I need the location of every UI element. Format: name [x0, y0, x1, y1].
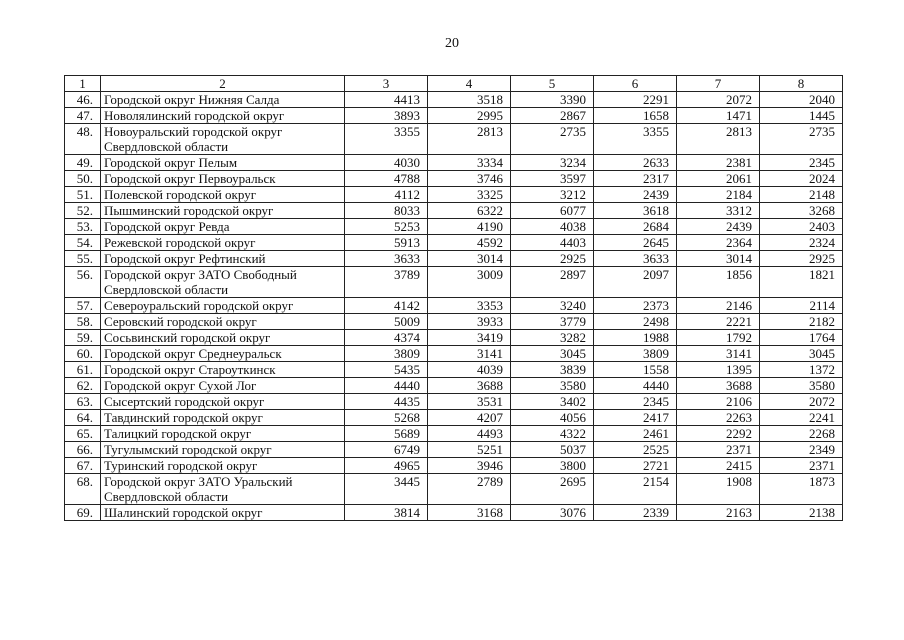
municipality-name-cell: Городской округ Нижняя Салда [101, 92, 345, 108]
page-number: 20 [445, 36, 459, 51]
header-cell: 1 [65, 76, 101, 92]
row-number-cell: 51. [65, 187, 101, 203]
table-row [65, 235, 843, 251]
value-cell-col3: 3789 [345, 267, 428, 298]
table-row [65, 298, 843, 314]
value-cell-col7: 3014 [677, 251, 760, 267]
value-cell-col3: 4030 [345, 155, 428, 171]
value-cell-col4: 3933 [428, 314, 511, 330]
value-cell-col7: 1908 [677, 474, 760, 505]
row-number-cell: 48. [65, 124, 101, 155]
municipality-name-cell: Городской округ Пелым [101, 155, 345, 171]
value-cell-col7: 2371 [677, 442, 760, 458]
value-cell-col4: 3325 [428, 187, 511, 203]
value-cell-col6: 1658 [594, 108, 677, 124]
municipality-name-cell: Городской округ Среднеуральск [101, 346, 345, 362]
municipality-name-cell: Серовский городской округ [101, 314, 345, 330]
value-cell-col3: 4142 [345, 298, 428, 314]
value-cell-col6: 2633 [594, 155, 677, 171]
table-row [65, 474, 843, 505]
table-row [65, 458, 843, 474]
row-number-cell: 61. [65, 362, 101, 378]
header-cell: 7 [677, 76, 760, 92]
value-cell-col5: 2867 [511, 108, 594, 124]
value-cell-col8: 1372 [760, 362, 843, 378]
municipality-name-cell: Североуральский городской округ [101, 298, 345, 314]
value-cell-col8: 2114 [760, 298, 843, 314]
value-cell-col6: 1558 [594, 362, 677, 378]
row-number-cell: 66. [65, 442, 101, 458]
value-cell-col7: 2221 [677, 314, 760, 330]
value-cell-col7: 1395 [677, 362, 760, 378]
row-number-cell: 63. [65, 394, 101, 410]
value-cell-col8: 1821 [760, 267, 843, 298]
value-cell-col3: 3445 [345, 474, 428, 505]
value-cell-col8: 1764 [760, 330, 843, 346]
value-cell-col4: 3746 [428, 171, 511, 187]
municipality-name-cell: Новоуральский городской округ Свердловской области [101, 124, 345, 155]
table-row [65, 219, 843, 235]
value-cell-col8: 3045 [760, 346, 843, 362]
table-header-row [65, 76, 843, 92]
row-number-cell: 68. [65, 474, 101, 505]
value-cell-col5: 2735 [511, 124, 594, 155]
value-cell-col3: 3809 [345, 346, 428, 362]
value-cell-col7: 2292 [677, 426, 760, 442]
value-cell-col7: 2263 [677, 410, 760, 426]
value-cell-col5: 4403 [511, 235, 594, 251]
value-cell-col6: 4440 [594, 378, 677, 394]
value-cell-col3: 4413 [345, 92, 428, 108]
municipality-name-cell: Талицкий городской округ [101, 426, 345, 442]
municipality-name-cell: Тавдинский городской округ [101, 410, 345, 426]
table-row [65, 362, 843, 378]
value-cell-col6: 2721 [594, 458, 677, 474]
table-row [65, 267, 843, 298]
value-cell-col3: 4435 [345, 394, 428, 410]
value-cell-col6: 2097 [594, 267, 677, 298]
value-cell-col8: 3268 [760, 203, 843, 219]
value-cell-col4: 4207 [428, 410, 511, 426]
row-number-cell: 69. [65, 505, 101, 521]
row-number-cell: 59. [65, 330, 101, 346]
municipality-name-cell: Новолялинский городской округ [101, 108, 345, 124]
value-cell-col7: 2364 [677, 235, 760, 251]
municipality-name-cell: Туринский городской округ [101, 458, 345, 474]
value-cell-col7: 2439 [677, 219, 760, 235]
value-cell-col4: 4190 [428, 219, 511, 235]
municipality-name-cell: Сосьвинский городской округ [101, 330, 345, 346]
table-row [65, 203, 843, 219]
value-cell-col6: 2525 [594, 442, 677, 458]
municipality-name-cell: Городской округ Сухой Лог [101, 378, 345, 394]
value-cell-col8: 2241 [760, 410, 843, 426]
table-row [65, 171, 843, 187]
value-cell-col5: 3240 [511, 298, 594, 314]
value-cell-col3: 3814 [345, 505, 428, 521]
municipality-name-cell: Городской округ Староуткинск [101, 362, 345, 378]
row-number-cell: 58. [65, 314, 101, 330]
value-cell-col3: 5009 [345, 314, 428, 330]
value-cell-col5: 3076 [511, 505, 594, 521]
table-row [65, 330, 843, 346]
value-cell-col5: 4056 [511, 410, 594, 426]
value-cell-col3: 5913 [345, 235, 428, 251]
value-cell-col7: 2163 [677, 505, 760, 521]
value-cell-col3: 4112 [345, 187, 428, 203]
municipality-name-cell: Городской округ Первоуральск [101, 171, 345, 187]
value-cell-col4: 4039 [428, 362, 511, 378]
value-cell-col3: 4374 [345, 330, 428, 346]
value-cell-col5: 3779 [511, 314, 594, 330]
value-cell-col4: 5251 [428, 442, 511, 458]
row-number-cell: 52. [65, 203, 101, 219]
value-cell-col3: 4788 [345, 171, 428, 187]
value-cell-col4: 3419 [428, 330, 511, 346]
value-cell-col5: 3402 [511, 394, 594, 410]
value-cell-col5: 3580 [511, 378, 594, 394]
value-cell-col8: 2403 [760, 219, 843, 235]
value-cell-col6: 2317 [594, 171, 677, 187]
table-row [65, 378, 843, 394]
value-cell-col6: 2345 [594, 394, 677, 410]
value-cell-col8: 2735 [760, 124, 843, 155]
row-number-cell: 50. [65, 171, 101, 187]
row-number-cell: 56. [65, 267, 101, 298]
value-cell-col5: 3234 [511, 155, 594, 171]
value-cell-col4: 3946 [428, 458, 511, 474]
row-number-cell: 60. [65, 346, 101, 362]
value-cell-col7: 3312 [677, 203, 760, 219]
value-cell-col8: 2148 [760, 187, 843, 203]
municipality-name-cell: Тугулымский городской округ [101, 442, 345, 458]
value-cell-col6: 2373 [594, 298, 677, 314]
value-cell-col8: 2182 [760, 314, 843, 330]
value-cell-col6: 2645 [594, 235, 677, 251]
value-cell-col3: 4965 [345, 458, 428, 474]
value-cell-col3: 5268 [345, 410, 428, 426]
value-cell-col8: 2345 [760, 155, 843, 171]
value-cell-col4: 2789 [428, 474, 511, 505]
value-cell-col4: 2995 [428, 108, 511, 124]
value-cell-col7: 1792 [677, 330, 760, 346]
value-cell-col6: 3809 [594, 346, 677, 362]
header-cell: 6 [594, 76, 677, 92]
value-cell-col6: 2684 [594, 219, 677, 235]
value-cell-col3: 4440 [345, 378, 428, 394]
value-cell-col4: 3334 [428, 155, 511, 171]
table-row [65, 187, 843, 203]
value-cell-col7: 2184 [677, 187, 760, 203]
row-number-cell: 64. [65, 410, 101, 426]
value-cell-col4: 3168 [428, 505, 511, 521]
value-cell-col7: 2061 [677, 171, 760, 187]
value-cell-col5: 2897 [511, 267, 594, 298]
value-cell-col5: 3282 [511, 330, 594, 346]
row-number-cell: 62. [65, 378, 101, 394]
table-row [65, 426, 843, 442]
data-table [64, 75, 843, 521]
value-cell-col3: 5435 [345, 362, 428, 378]
value-cell-col8: 1445 [760, 108, 843, 124]
row-number-cell: 49. [65, 155, 101, 171]
value-cell-col6: 2154 [594, 474, 677, 505]
value-cell-col5: 3800 [511, 458, 594, 474]
value-cell-col6: 2339 [594, 505, 677, 521]
value-cell-col8: 1873 [760, 474, 843, 505]
value-cell-col3: 3633 [345, 251, 428, 267]
header-cell: 4 [428, 76, 511, 92]
value-cell-col7: 2146 [677, 298, 760, 314]
municipality-name-cell: Режевской городской округ [101, 235, 345, 251]
value-cell-col7: 3688 [677, 378, 760, 394]
value-cell-col8: 2024 [760, 171, 843, 187]
value-cell-col5: 6077 [511, 203, 594, 219]
value-cell-col8: 2324 [760, 235, 843, 251]
value-cell-col7: 1856 [677, 267, 760, 298]
value-cell-col5: 5037 [511, 442, 594, 458]
value-cell-col5: 3045 [511, 346, 594, 362]
value-cell-col6: 2417 [594, 410, 677, 426]
header-cell: 2 [101, 76, 345, 92]
table-row [65, 92, 843, 108]
value-cell-col7: 1471 [677, 108, 760, 124]
value-cell-col5: 3390 [511, 92, 594, 108]
value-cell-col3: 5253 [345, 219, 428, 235]
value-cell-col4: 3014 [428, 251, 511, 267]
value-cell-col6: 2461 [594, 426, 677, 442]
table-row [65, 410, 843, 426]
value-cell-col5: 4038 [511, 219, 594, 235]
table-row [65, 251, 843, 267]
row-number-cell: 53. [65, 219, 101, 235]
value-cell-col3: 3355 [345, 124, 428, 155]
value-cell-col4: 4592 [428, 235, 511, 251]
header-cell: 3 [345, 76, 428, 92]
value-cell-col5: 3597 [511, 171, 594, 187]
value-cell-col6: 3633 [594, 251, 677, 267]
municipality-name-cell: Пышминский городской округ [101, 203, 345, 219]
value-cell-col3: 3893 [345, 108, 428, 124]
value-cell-col4: 3688 [428, 378, 511, 394]
value-cell-col4: 6322 [428, 203, 511, 219]
value-cell-col6: 3355 [594, 124, 677, 155]
value-cell-col6: 2291 [594, 92, 677, 108]
value-cell-col5: 3212 [511, 187, 594, 203]
table-row [65, 314, 843, 330]
value-cell-col7: 2072 [677, 92, 760, 108]
value-cell-col5: 4322 [511, 426, 594, 442]
table-row [65, 394, 843, 410]
value-cell-col6: 1988 [594, 330, 677, 346]
value-cell-col4: 3518 [428, 92, 511, 108]
municipality-name-cell: Городской округ Рефтинский [101, 251, 345, 267]
value-cell-col7: 2813 [677, 124, 760, 155]
value-cell-col8: 2371 [760, 458, 843, 474]
municipality-name-cell: Сысертский городской округ [101, 394, 345, 410]
value-cell-col8: 2072 [760, 394, 843, 410]
value-cell-col3: 8033 [345, 203, 428, 219]
value-cell-col4: 4493 [428, 426, 511, 442]
value-cell-col6: 3618 [594, 203, 677, 219]
row-number-cell: 47. [65, 108, 101, 124]
value-cell-col5: 3839 [511, 362, 594, 378]
row-number-cell: 65. [65, 426, 101, 442]
row-number-cell: 46. [65, 92, 101, 108]
table-row [65, 155, 843, 171]
value-cell-col4: 3531 [428, 394, 511, 410]
value-cell-col8: 2268 [760, 426, 843, 442]
value-cell-col4: 2813 [428, 124, 511, 155]
value-cell-col8: 2925 [760, 251, 843, 267]
value-cell-col3: 5689 [345, 426, 428, 442]
row-number-cell: 55. [65, 251, 101, 267]
municipality-name-cell: Полевской городской округ [101, 187, 345, 203]
table-body [65, 76, 843, 521]
table-row [65, 505, 843, 521]
municipality-name-cell: Городской округ Ревда [101, 219, 345, 235]
header-cell: 8 [760, 76, 843, 92]
value-cell-col6: 2498 [594, 314, 677, 330]
municipality-name-cell: Городской округ ЗАТО Свободный Свердловской области [101, 267, 345, 298]
table-row [65, 346, 843, 362]
value-cell-col7: 3141 [677, 346, 760, 362]
table-row [65, 124, 843, 155]
value-cell-col8: 3580 [760, 378, 843, 394]
table-row [65, 442, 843, 458]
value-cell-col4: 3141 [428, 346, 511, 362]
value-cell-col6: 2439 [594, 187, 677, 203]
value-cell-col5: 2695 [511, 474, 594, 505]
value-cell-col4: 3009 [428, 267, 511, 298]
value-cell-col4: 3353 [428, 298, 511, 314]
value-cell-col7: 2381 [677, 155, 760, 171]
header-cell: 5 [511, 76, 594, 92]
row-number-cell: 57. [65, 298, 101, 314]
value-cell-col8: 2040 [760, 92, 843, 108]
table-row [65, 108, 843, 124]
value-cell-col8: 2138 [760, 505, 843, 521]
municipality-name-cell: Городской округ ЗАТО Уральский Свердловской области [101, 474, 345, 505]
value-cell-col8: 2349 [760, 442, 843, 458]
value-cell-col5: 2925 [511, 251, 594, 267]
row-number-cell: 67. [65, 458, 101, 474]
row-number-cell: 54. [65, 235, 101, 251]
value-cell-col7: 2415 [677, 458, 760, 474]
municipality-name-cell: Шалинский городской округ [101, 505, 345, 521]
value-cell-col7: 2106 [677, 394, 760, 410]
value-cell-col3: 6749 [345, 442, 428, 458]
